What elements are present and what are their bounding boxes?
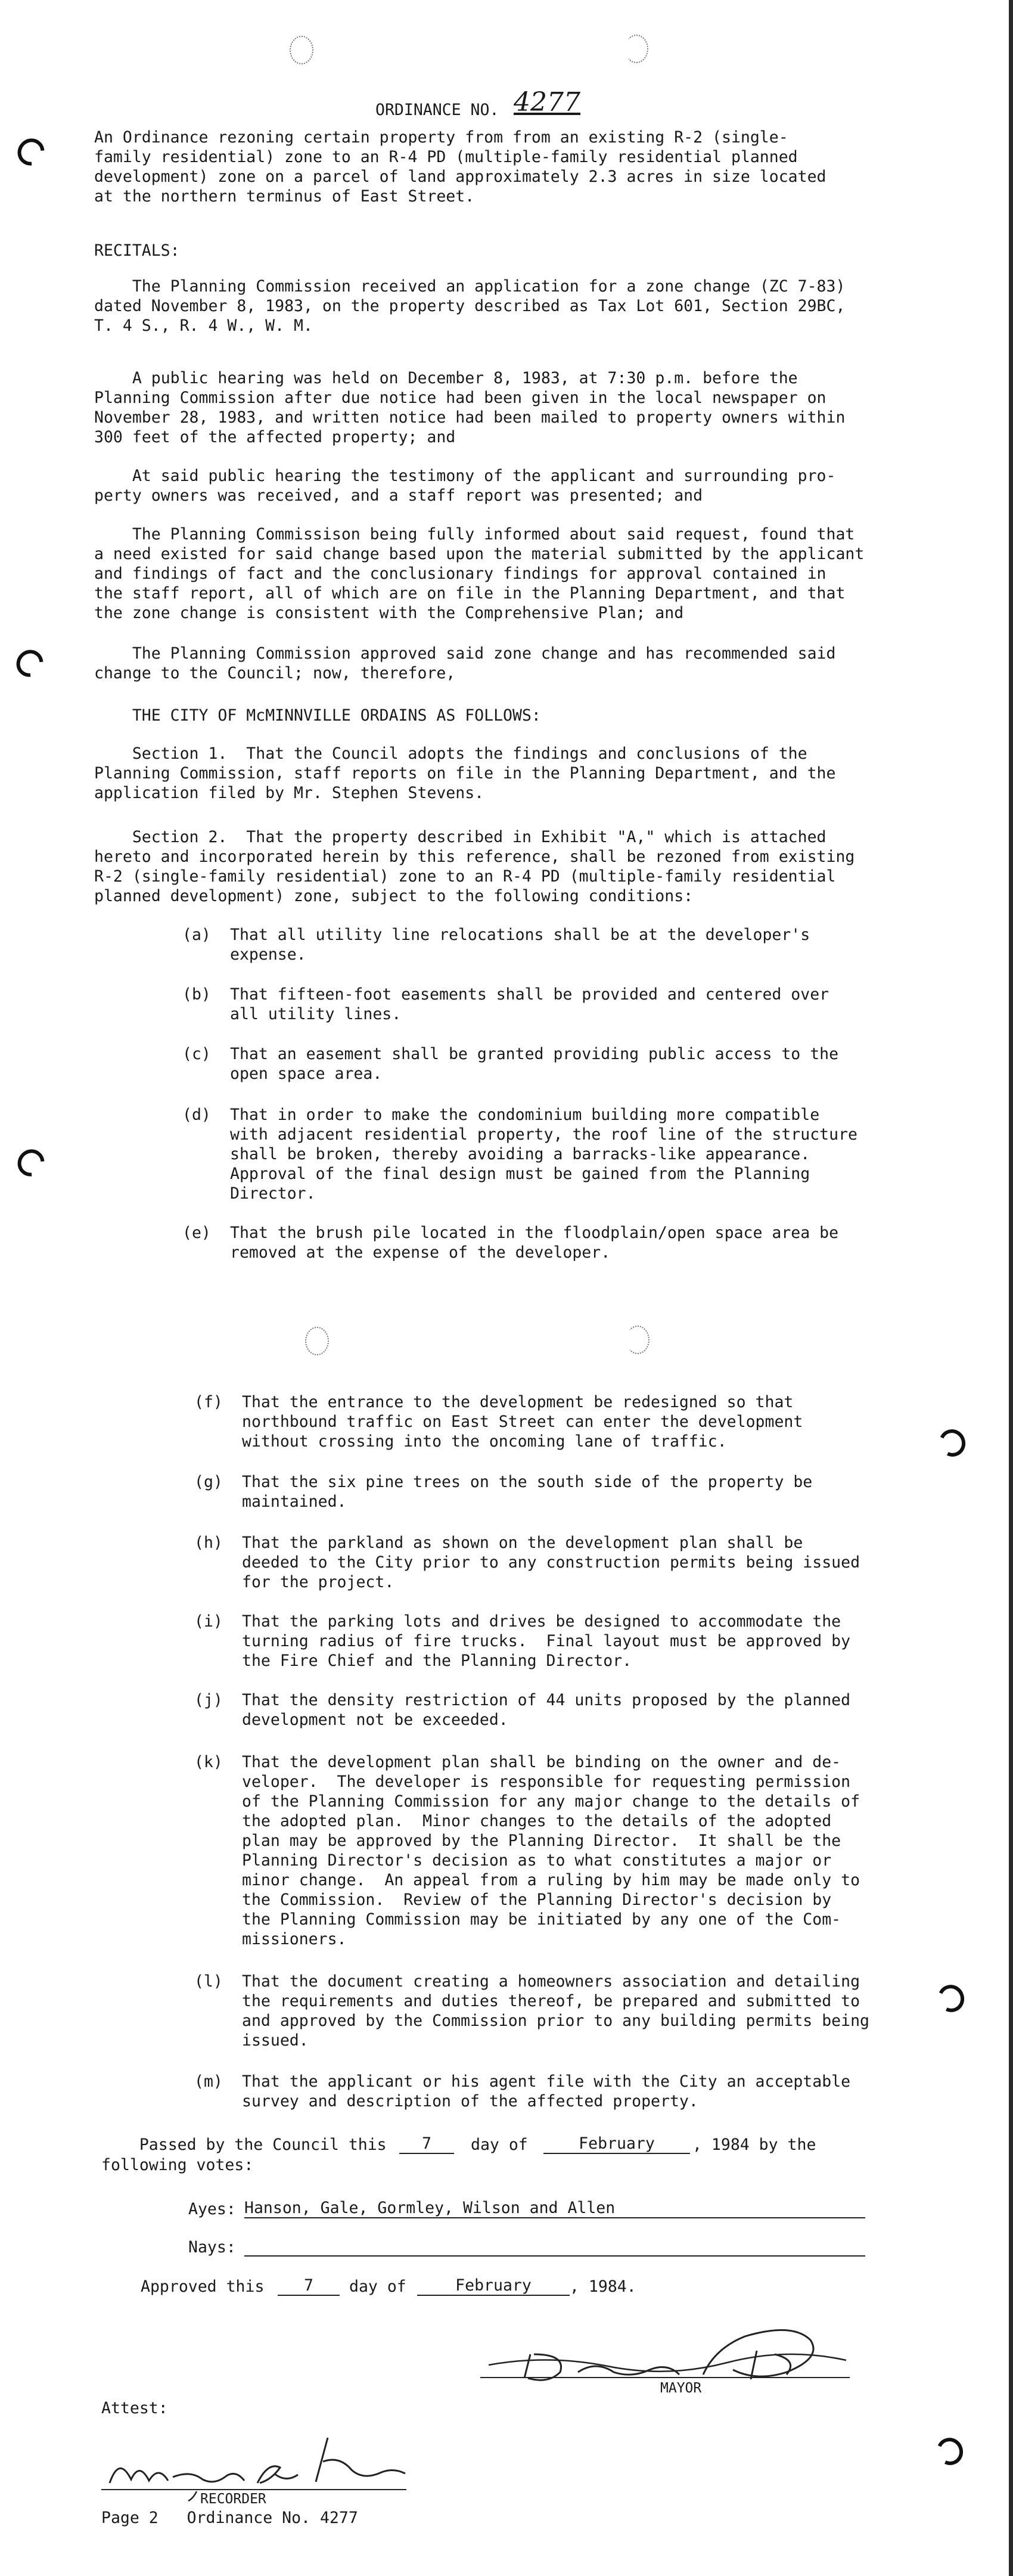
punch-hole	[12, 1144, 49, 1182]
approval-suffix: , 1984.	[570, 2277, 636, 2296]
condition-label: (a)	[182, 926, 211, 944]
condition-text: That the density restriction of 44 units proposed by the planned development not be exceeded.	[242, 1691, 851, 1729]
punch-hole	[935, 1426, 969, 1460]
condition-item	[194, 1612, 909, 1671]
section-2: Section 2. That the property described in Exhibit "A," which is attached hereto and incorporated herein by this reference, shall be rezoned from existing R-2 (single-family residential) zone to an R-4 PD (multiple-family residential planned development) zone, subject to the following conditions:	[94, 828, 855, 905]
page-footer: Page 2 Ordinance No. 4277	[101, 2509, 358, 2527]
condition-label: (m)	[194, 2072, 223, 2091]
condition-item	[194, 1533, 909, 1593]
condition-label: (e)	[182, 1224, 211, 1242]
condition-label: (k)	[194, 1753, 223, 1771]
condition-item	[194, 1392, 909, 1452]
condition-text: That fifteen-foot easements shall be provided and centered over all utility lines.	[230, 985, 829, 1023]
intro-paragraph: An Ordinance rezoning certain property from from an existing R-2 (single- family residential) zone to an R-4 PD (multiple-family residential planned development) zone on a parcel of land approximately 2.3 acres in size located at the northern terminus of East Street.	[94, 128, 826, 206]
punch-hole	[11, 644, 48, 682]
condition-item	[194, 1972, 909, 2055]
condition-text: That the applicant or his agent file with the City an acceptable survey and description of the affected property.	[242, 2072, 851, 2111]
condition-label: (l)	[194, 1972, 223, 1991]
condition-item	[182, 985, 897, 1026]
condition-text: That in order to make the condominium building more compatible with adjacent residential property, the roof line of the structure shall be broken, thereby avoiding a barracks-like appearance. Approval of the final design must be gained from the Planning Director.	[230, 1106, 857, 1203]
page-blot	[624, 35, 648, 63]
ordinance-number: 4277	[514, 87, 580, 117]
condition-label: (c)	[182, 1045, 211, 1063]
attest-label: Attest:	[101, 2399, 168, 2417]
recital-paragraph: A public hearing was held on December 8, 1983, at 7:30 p.m. before the Planning Commission after due notice had been given in the local newspaper on November 28, 1983, and written notice had been mailed to property owners within 300 feet of the affected property; and	[94, 369, 846, 446]
page-blot	[290, 36, 313, 64]
ordains-heading: THE CITY OF McMINNVILLE ORDAINS AS FOLLOWS:	[94, 706, 541, 725]
condition-text: That an easement shall be granted providing public access to the open space area.	[230, 1045, 839, 1083]
recital-paragraph: The Planning Commission received an application for a zone change (ZC 7-83) dated November 8, 1983, on the property described as Tax Lot 601, Section 29BC, T. 4 S., R. 4 W., W. M.	[94, 277, 846, 335]
condition-label: (i)	[194, 1612, 223, 1631]
nays-label: Nays:	[188, 2238, 236, 2257]
punch-hole	[12, 133, 49, 171]
condition-text: That the entrance to the development be redesigned so that northbound traffic on East Street can enter the development without crossing into the oncoming lane of traffic.	[242, 1393, 803, 1451]
condition-text: That all utility line relocations shall be at the developer's expense.	[230, 926, 810, 964]
recitals-heading: RECITALS:	[94, 241, 180, 260]
condition-label: (f)	[194, 1393, 223, 1411]
mayor-label: MAYOR	[660, 2381, 702, 2396]
condition-text: That the six pine trees on the south side of the property be maintained.	[242, 1473, 813, 1511]
passage-line2: following votes:	[101, 2156, 254, 2174]
passage-day-of: day of	[471, 2136, 528, 2154]
ayes-value: Hanson, Gale, Gormley, Wilson and Allen	[244, 2199, 865, 2218]
condition-label: (j)	[194, 1691, 223, 1709]
punch-hole	[933, 2434, 967, 2469]
passage-suffix: , 1984 by the	[692, 2136, 816, 2154]
approval-day: 7	[278, 2277, 340, 2296]
condition-text: That the parking lots and drives be designed to accommodate the turning radius of fire trucks. Final layout must be approved by the Fire Chief and the Planning Director.	[242, 1612, 851, 1670]
passage-prefix: Passed by the Council this	[101, 2136, 387, 2154]
condition-label: (h)	[194, 1534, 223, 1552]
condition-item	[182, 925, 897, 967]
passage-day: 7	[399, 2135, 454, 2154]
condition-item	[194, 2072, 909, 2113]
condition-item	[182, 1105, 897, 1206]
condition-text: That the development plan shall be binding on the owner and de- veloper. The developer is responsible for requesting permission of the Planning Commission for any major change to the details of the adopted plan. Minor changes to the details of the adopted plan may be approved by the Planning Director. It shall be the Planning Director's decision as to what constitutes a major or minor change. An appeal from a ruling by him may be made only to the Commission. Review of the Planning Director's decision by the Planning Commission may be initiated by any one of the Com- missioners.	[242, 1753, 860, 1948]
condition-label: (b)	[182, 985, 211, 1004]
passage-month: February	[543, 2135, 690, 2154]
recorder-label: RECORDER	[200, 2491, 266, 2507]
condition-text: That the parkland as shown on the development plan shall be deeded to the City prior to any construction permits being issued for the project.	[242, 1534, 860, 1591]
approval-day-of: day of	[349, 2277, 406, 2296]
approval-prefix: Approved this	[141, 2277, 265, 2296]
condition-label: (g)	[194, 1473, 223, 1491]
nays-value	[244, 2237, 865, 2257]
page-edge-shadow	[1009, 0, 1013, 2576]
section-1: Section 1. That the Council adopts the findings and conclusions of the Planning Commission, staff reports on file in the Planning Department, and the application filed by Mr. Stephen Stevens.	[94, 744, 836, 802]
punch-hole	[934, 1981, 968, 2016]
recorder-signature-line	[101, 2489, 406, 2490]
ordinance-label: ORDINANCE NO.	[375, 101, 499, 119]
ayes-label: Ayes:	[188, 2200, 236, 2218]
page-blot	[626, 1326, 650, 1354]
condition-item	[194, 1472, 909, 1514]
condition-text: That the document creating a homeowners association and detailing the requirements and duties thereof, be prepared and submitted to and approved by the Commission prior to any building permits being issued.	[242, 1972, 869, 2050]
condition-item	[194, 1752, 909, 1955]
condition-label: (d)	[182, 1106, 211, 1124]
condition-item	[182, 1223, 897, 1265]
condition-text: That the brush pile located in the floodplain/open space area be removed at the expense of the developer.	[230, 1224, 839, 1262]
recital-paragraph: At said public hearing the testimony of the applicant and surrounding pro- perty owners was received, and a staff report was presented; and	[94, 467, 836, 505]
mayor-signature-line	[480, 2377, 850, 2378]
condition-item	[182, 1044, 897, 1086]
recital-paragraph: The Planning Commission approved said zone change and has recommended said change to the Council; now, therefore,	[94, 644, 836, 682]
condition-item	[194, 1690, 909, 1732]
recital-paragraph: The Planning Commissison being fully informed about said request, found that a need existed for said change based upon the material submitted by the applicant and findings of fact and the conclusionary findings for approval contained in the staff report, all of which are on file in the Planning Department, and that the zone change is consistent with the Comprehensive Plan; and	[94, 525, 865, 622]
page-blot	[305, 1327, 329, 1355]
approval-month: February	[417, 2277, 570, 2296]
